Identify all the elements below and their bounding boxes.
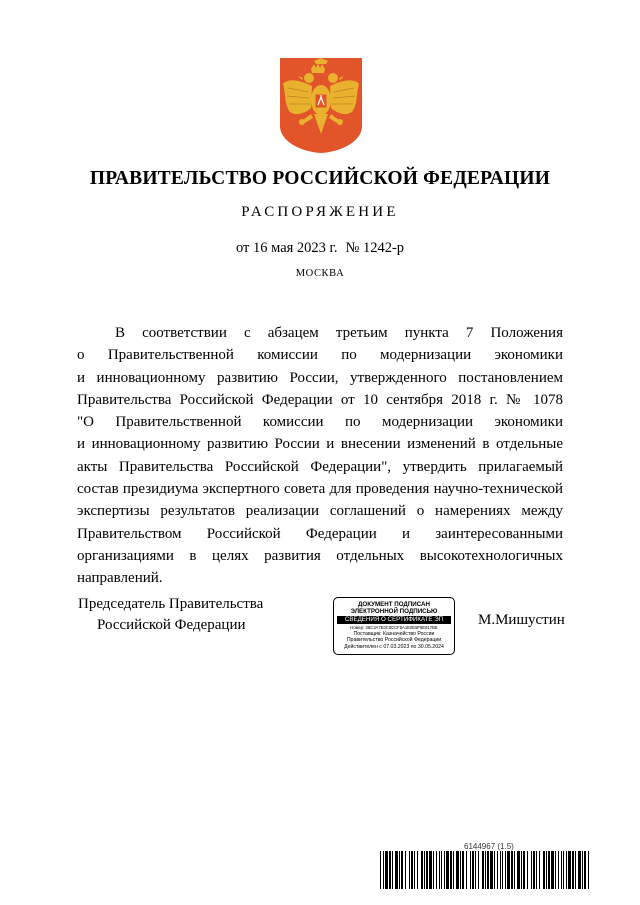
position-line: Председатель Правительства: [78, 596, 264, 612]
body-line: Правительства Российской Федерации от 10 сентября 2018 г. № 1078: [77, 391, 563, 408]
russian-coat-of-arms-icon: [278, 56, 364, 154]
stamp-validity: Действителен с 07.03.2023 по 30.05.2024: [344, 643, 444, 650]
body-line: о Правительственной комиссии по модернизации экономики: [77, 347, 563, 364]
body-line: экспертизы результатов реализации соглашений о намерениях между: [77, 503, 563, 520]
date-number-line: [0, 240, 640, 257]
signatory-position: [78, 594, 263, 636]
body-line: и инновационному развитию России и внесении изменений в отдельные: [77, 436, 563, 453]
document-date: от 16 мая 2023 г.: [235, 240, 338, 256]
electronic-signature-stamp: [333, 597, 455, 655]
body-line: и инновационному развитию России, утвержденного постановлением: [77, 369, 563, 386]
stamp-line: ЭЛЕКТРОННОЙ ПОДПИСЬЮ: [350, 608, 438, 615]
body-line: организациями в целях развития отдельных высокотехнологичных: [77, 547, 563, 564]
stamp-issuer: Поставщик: Казначейство России: [353, 631, 435, 637]
stamp-certificate-header: СВЕДЕНИЯ О СЕРТИФИКАТЕ ЭП: [337, 616, 451, 624]
stamp-owner: Правительство Российской Федерации: [346, 637, 442, 644]
body-line: В соответствии с абзацем третьим пункта 7 Положения: [115, 325, 563, 341]
body-line: состав президиума экспертного совета для проведения научно-технической: [77, 481, 563, 498]
document-code: 6144967 (1.5): [464, 842, 514, 851]
government-title: ПРАВИТЕЛЬСТВО РОССИЙСКОЙ ФЕДЕРАЦИИ: [89, 168, 551, 189]
stamp-serial: Номер: 36C3A7E0C0CCF5A1E0E8F9E817BE: [350, 625, 438, 630]
body-line: Правительством Российской Федерации и заинтересованными: [77, 525, 563, 542]
barcode-icon: [380, 851, 590, 889]
body-line: направлений.: [77, 570, 163, 587]
body-line: "О Правительственной комиссии по модернизации экономики: [77, 414, 563, 431]
document-type: РАСПОРЯЖЕНИЕ: [241, 204, 399, 220]
document-number: № 1242-р: [345, 240, 405, 256]
position-line: Российской Федерации: [97, 617, 246, 633]
decree-body: [77, 322, 563, 590]
stamp-line: ДОКУМЕНТ ПОДПИСАН: [358, 601, 430, 608]
body-line: акты Правительства Российской Федерации", утвердить прилагаемый: [77, 458, 563, 475]
signatory-name: М.Мишустин: [478, 612, 565, 628]
city: МОСКВА: [295, 268, 345, 279]
